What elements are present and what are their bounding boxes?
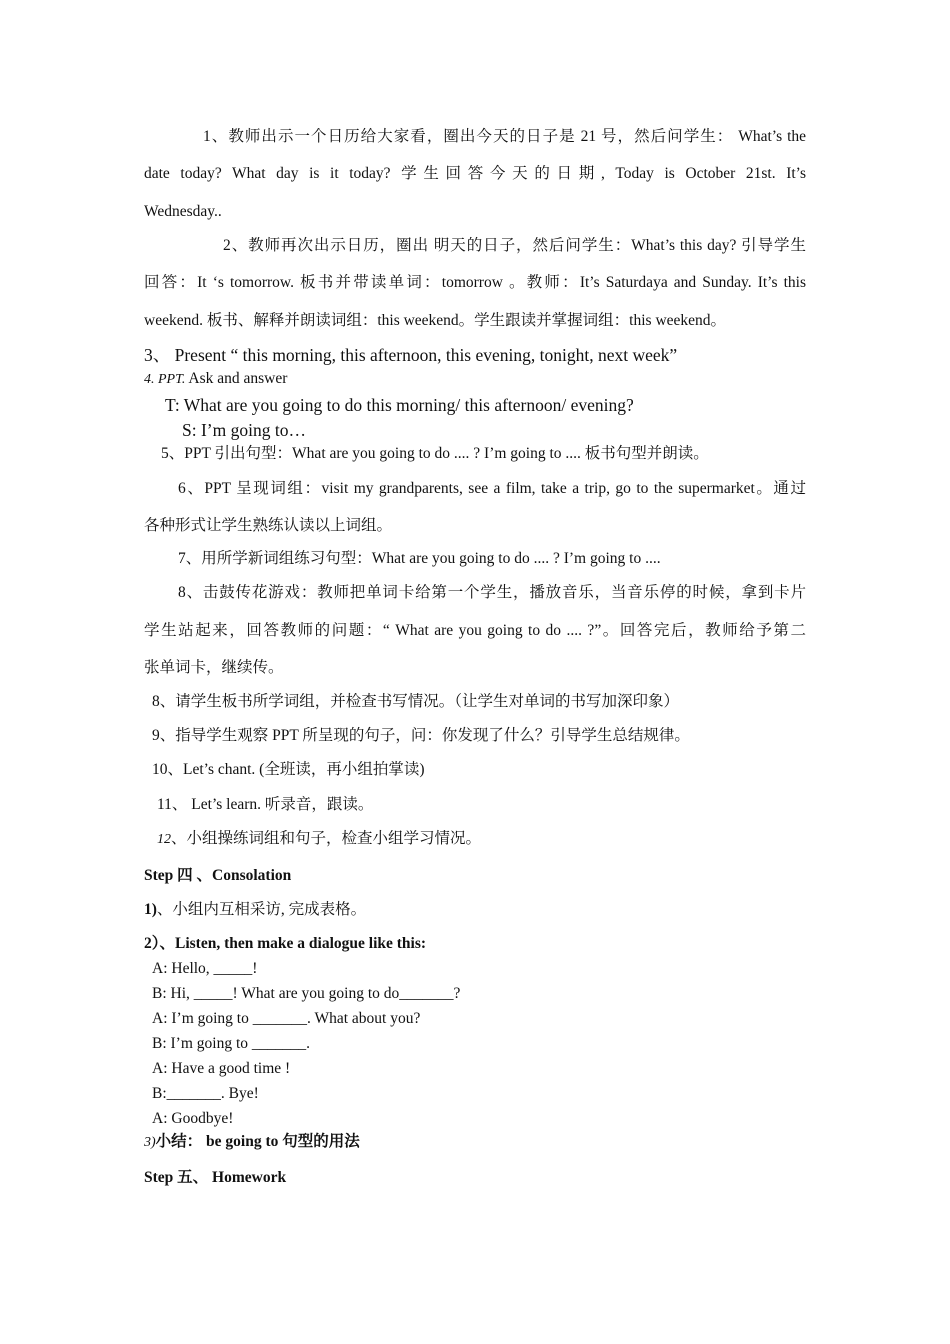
item-12-number: 12 (157, 832, 171, 847)
paragraph-2-line-2: 回答：It ‘s tomorrow. 板书并带读单词：tomorrow 。教师：It’s Saturdaya and Sunday. It’s this (144, 274, 806, 291)
dialogue-line: A: I’m going to _______. What about you? (152, 1010, 421, 1027)
step-4-item-1-text: 、小组内互相采访, 完成表格。 (156, 901, 367, 918)
item-12-text: 、小组操练词组和句子，检查小组学习情况。 (171, 830, 482, 847)
item-4-text: Ask and answer (188, 370, 288, 387)
step-4-summary-text: 小结： be going to 句型的用法 (155, 1133, 360, 1150)
item-6-line-2: 各种形式让学生熟练认读以上词组。 (144, 517, 393, 534)
item-10: 10、Let’s chant. (全班读，再小组拍掌读) (152, 761, 425, 778)
step-4-item-2: 2）、Listen, then make a dialogue like this: (144, 935, 427, 952)
paragraph-1-line-2: date today? What day is it today? 学生回答今天的日期, Today is October 21st. It’s (144, 165, 806, 182)
step-4-summary (144, 1132, 806, 1153)
item-7: 7、用所学新词组练习句型：What are you going to do .... ? I’m going to .... (178, 550, 661, 567)
step-5-heading: Step 五、 Homework (144, 1169, 287, 1186)
item-4 (144, 369, 806, 390)
item-12 (157, 829, 819, 850)
item-11: 11、 Let’s learn. 听录音，跟读。 (157, 796, 374, 813)
step-4-summary-number: 3) (144, 1135, 156, 1150)
paragraph-1-line-1: 1、教师出示一个日历给大家看，圈出今天的日子是 21 号，然后问学生： What’s the (203, 128, 806, 145)
step-4-item-1-number: 1) (144, 901, 157, 918)
step-4-item-1 (144, 900, 806, 920)
dialogue-line: B: Hi, _____! What are you going to do_______? (152, 985, 461, 1002)
paragraph-1-line-3: Wednesday.. (144, 203, 222, 220)
item-5: 5、PPT 引出句型：What are you going to do .... ? I’m going to .... 板书句型并朗读。 (161, 445, 709, 462)
item-8-line-3: 张单词卡，继续传。 (144, 659, 284, 676)
step-4-heading: Step 四 、Consolation (144, 867, 292, 884)
item-8-line-2: 学生站起来，回答教师的问题：“ What are you going to do .... ?”。回答完后，教师给予第二 (144, 622, 806, 639)
dialogue-line: A: Goodbye! (152, 1110, 234, 1127)
item-9: 9、指导学生观察 PPT 所呈现的句子，问：你发现了什么？引导学生总结规律。 (152, 727, 690, 744)
item-6-line-1: 6、PPT 呈现词组：visit my grandparents, see a film, take a trip, go to the supermarket。通过 (178, 480, 806, 497)
student-answer: S: I’m going to… (182, 420, 306, 440)
teacher-question: T: What are you going to do this morning/ this afternoon/ evening? (165, 395, 634, 415)
paragraph-2-line-3: weekend. 板书、解释并朗读词组：this weekend。学生跟读并掌握词组：this weekend。 (144, 312, 727, 329)
dialogue-line: A: Hello, _____! (152, 960, 258, 977)
item-4-number: 4. PPT. (144, 372, 186, 387)
item-3-present: 3、 Present “ this morning, this afternoon, this evening, tonight, next week” (144, 345, 678, 365)
item-8b: 8、请学生板书所学词组，并检查书写情况。（让学生对单词的书写加深印象） (152, 693, 680, 710)
dialogue-line: B: I’m going to _______. (152, 1035, 311, 1052)
dialogue-line: A: Have a good time ! (152, 1060, 291, 1077)
paragraph-2-line-1: 2、教师再次出示日历，圈出 明天的日子，然后问学生：What’s this day? 引导学生 (223, 237, 806, 254)
item-8-line-1: 8、击鼓传花游戏：教师把单词卡给第一个学生，播放音乐，当音乐停的时候，拿到卡片 (178, 584, 806, 601)
dialogue-line: B:_______. Bye! (152, 1085, 259, 1102)
